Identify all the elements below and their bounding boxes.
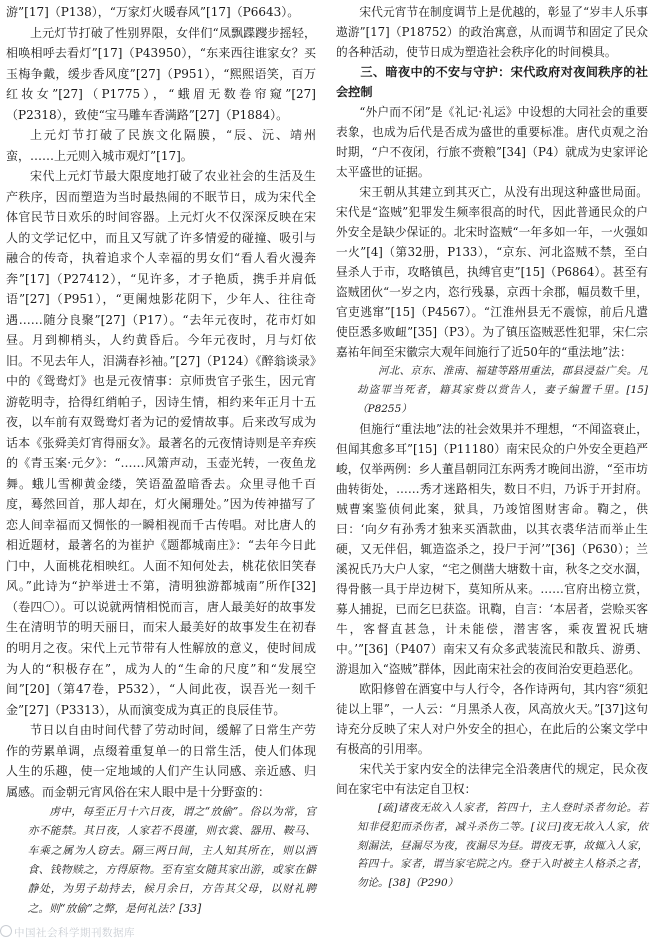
left-paragraph-4: 宋代上元灯节最大限度地打破了农业社会的生活及生产秩序，因而塑造为当时最热闹的不眠节日，成为宋代全体官民节日欢乐的时间容器。上元灯火不仅深深反映在宋人的文学记忆中，而且又写就了许多情爱的碰撞、吸引与融合的传奇，执着追求个人幸福的男女们“看人看火漫奔奔”[17]（P27412），“见许多，才子艳质，携手并肩低语”[27]（P951），“更阑烛影花阴下，少年人、往往奇遇……随分良聚”[27]（P17）。“去年元夜时，花市灯如昼。月到柳梢头，人约黄昏后。今年元夜时，月与灯依旧。不见去年人，泪满春衫袖。”[27]（P124）《醉翁谈录》中的《鸳鸯灯》也是元夜情事：京师贵官子张生，因元宵游乾明寺，拾得红绡帕子，因诗生情，相约来年正月十五夜，以车前有双鸳鸯灯者为记的爱情故事。后来改写成为话本《张舜美灯宵得丽女》。最著名的元夜情诗则是辛弃疾的《青玉案·元夕》：“……风箫声动，玉壶光转，一夜鱼龙舞。蛾儿雪柳黄金缕，笑语盈盈暗香去。众里寻他千百度，蓦然回首，那人却在，灯火阑珊处。”因为传神描写了恋人间幸福而又惆怅的一瞬相视而千古传唱。对比唐人的相近题材，最著名的为崔护《题都城南庄》：“去年今日此门中，人面桃花相映红。人面不知何处去，桃花依旧笑春风。”此诗为“护举进士不第，清明独游都城南”所作[32]（卷四〇）。可以说就两情相悦而言，唐人最美好的故事发生在清明节的明天丽日，而宋人最美好的故事发生在初春的明月之夜。宋代上元节带有人性解放的意义，使时间成为人的“积极存在”，成为人的“生命的尺度”和“发展空间”[20]（第47卷，P532），“人间此夜，误吾光一刻千金”[27]（P3313），从而演变成为真正的良辰佳节。 [6, 169, 316, 717]
left-column [6, 2, 316, 918]
right-block-quote-2 [336, 799, 648, 893]
right-paragraph-6: 宋代关于家内安全的法律完全沿袭唐代的规定，民众夜间在家宅中有法定自卫权： [336, 761, 648, 796]
quote-line: 河北、京东、淮南、福建等路用重法，郡县浸益广矣。凡劫盗罪当死者，籍其家赀以赏告人，妻子编置千里。[15]（P8255） [357, 365, 648, 415]
quote-line: 虏中，每至正月十六日夜，谓之“放偷”。俗以为常，官亦不能禁。其日夜，人家若不畏谨，则衣裳、器用、鞍马、车乘之属为人窃去。隔三两日间，主人知其所在，则以酒食、钱物赎之，方得原物。至有室女随其家出游，或家在僻静处，为男子劫持去，候月余日，方告其父母，以财礼聘之。则“放偷”之弊，是何礼法？[33] [27, 805, 316, 915]
quote-line: [疏]诸夜无故入人家者，笞四十，主人登时杀者勿论。若知非侵犯而杀伤者，减斗杀伤二等。[议曰]夜无故入人家，依刻漏法，昼漏尽为夜，夜漏尽为昼。谓夜无事，故辄入人家，笞四十。家者，谓当家宅院之内。登于入时被主人格杀之者，勿论。[38]（P290） [357, 802, 648, 890]
watermark-logo-icon [0, 925, 12, 937]
left-paragraph-1: 游”[17]（P138），“万家灯火暖春风”[17]（P6643）。 [6, 5, 300, 19]
right-paragraph-4: 但施行“重法地”法的社会效果并不理想，“不闻盗衰止，但闻其愈多耳”[15]（P11180）南宋民众的户外安全更趋严峻，仅举两例：乡人董昌朝同江东两秀才晚间出游，“至市坊曲转街处，……秀才迷路相失，数日不归，乃诉于开封府。贼曹案鉴侦伺此案，狱具，乃竣馆图财害命。鞫之，供曰：‘向夕有孙秀才独来买酒款曲，以其衣裘华洁而举止生硬，又无伴侣，辄造盗杀之，投尸于河’”[36]（P630）；兰溪祝氏乃大户人家，“宅之侧凿大塘数十亩，秋冬之交水涸，得骨骸一具于岸边树下，莫知所从来。……官府出榜立赏，募人捕捉，已而乞巳获盗。讯鞫，自言：‘本居者，尝赊买客牛，客督直甚急，计未能偿，潜害客，乘夜置祝氏塘中。’”[36]（P407）南宋又有众多武装流民和散兵、游勇、游退加入“盗贼”群体，因此南宋社会的夜间治安更趋恶化。 [336, 421, 648, 676]
left-paragraph-2: 上元灯节打破了性别界限，女伴们“凤飘蹀躞步摇轻，相唤相呼去看灯”[17]（P43950），“东来西往谁家女？买玉梅争戴，缓步香风度”[27]（P951），“熙熙语笑，百万红妆女”[27]（P1775），“蛾眉无数卷帘窥”[27]（P2318），致使“宝马雕车香满路”[27]（P1884）。 [6, 25, 316, 122]
right-paragraph-1: 宋代元宵节在制度调节上是优越的，彰显了“岁丰人乐事遨游”[17]（P18752）的政治寓意，从而调节和固定了民众的各种活动，使节日成为塑造社会秩序化的时间模具。 [336, 5, 648, 60]
right-paragraph-3: 宋王朝从其建立到其灭亡，从没有出现这种盛世局面。宋代是“盗贼”犯罪发生频率很高的时代，因此普通民众的户外安全是缺少保证的。北宋时盗贼“一年多如一年，一火强如一火”[4]（第32册，P133），“京东、河北盗贼不禁，至白昼杀人于市，攻略镇邑，执缚官吏”[15]（P6864）。甚至有盗贼团伙“一岁之内，恣行残暴，京西十余郡，幅员数千里，官吏逃窜”[15]（P4567）。“江淮州县无不震惊，前后凡遣使臣悉多败衄”[35]（P3）。为了镇压盗贼恶性犯罪，宋仁宗嘉祐年间至宋徽宗大观年间施行了近50年的“重法地”法： [336, 185, 648, 360]
right-column [336, 2, 648, 893]
left-paragraph-5: 节日以自由时间代替了劳动时间，缓解了日常生产劳作的劳累单调，点缀着重复单一的日常生活，使人们体现人生的乐趣，使一定地域的人们产生认同感、亲近感、归属感。而金朝元宵风俗在宋人眼中是十分野蛮的： [6, 723, 316, 799]
right-paragraph-2: “外户而不闭”是《礼记·礼运》中设想的大同社会的重要表象，也成为后代是否成为盛世的重要标准。唐代贞观之治时期，“户不夜闭，行旅不赍粮”[34]（P4）就成为史家评论太平盛世的证据。 [336, 105, 648, 180]
right-block-quote-1 [336, 362, 648, 418]
left-block-quote [6, 802, 316, 918]
database-watermark [0, 923, 135, 944]
watermark-text: 中国社会科学期刊数据库 [14, 927, 135, 939]
section-heading: 三、暗夜中的不安与守护：宋代政府对夜间秩序的社会控制 [336, 65, 648, 100]
right-paragraph-5: 欧阳修曾在酒宴中与人行令，各作诗两句，其内容“须犯徒以上罪”，一人云：“月黑杀人夜，风高放火天。”[37]这句诗充分反映了宋人对户外安全的担心，在此后的公案文学中有极高的引用率。 [336, 681, 648, 756]
left-paragraph-3: 上元灯节打破了民族文化隔膜，“辰、沅、靖州蛮，……上元则入城市观灯”[17]。 [6, 128, 316, 163]
